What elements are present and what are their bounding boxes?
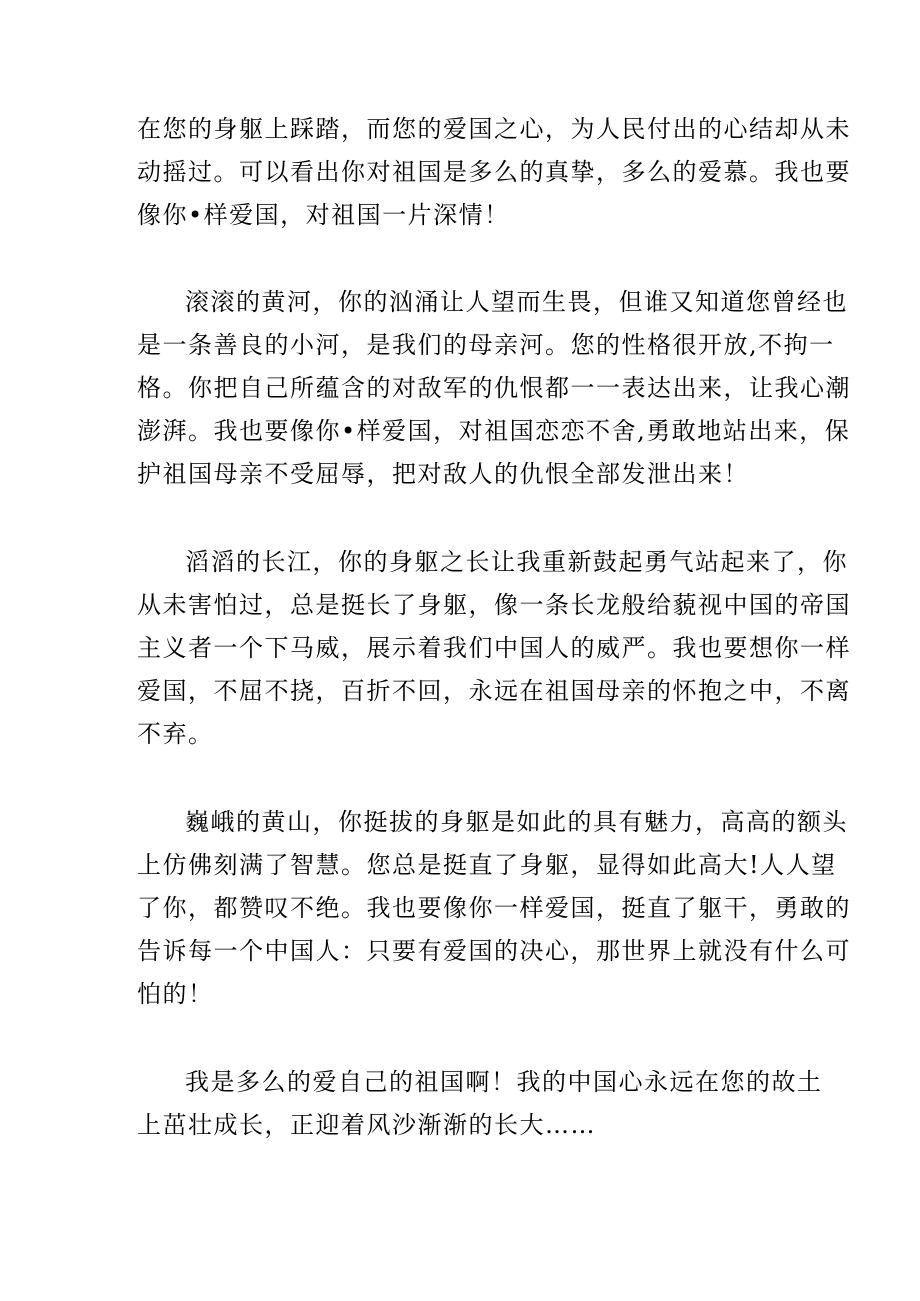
paragraph-line: 滚滚的黄河，你的汹涌让人望而生畏，但谁又知道您曾经也: [185, 288, 848, 316]
paragraph-2: [137, 281, 851, 496]
paragraph-3: [137, 541, 851, 756]
paragraph-5: [137, 1061, 823, 1147]
paragraph-line: 格。你把自己所蕴含的对敌军的仇恨都一一表达出来，让我心潮: [137, 374, 851, 402]
paragraph-1: [137, 108, 851, 237]
paragraph-line: 爱国，不屈不挠，百折不回，永远在祖国母亲的怀抱之中，不离: [137, 677, 851, 705]
paragraph-line: 上仿佛刻满了智慧。您总是挺直了身躯，显得如此高大!人人望: [137, 851, 837, 879]
paragraph-line: 告诉每一个中国人：只要有爱国的决心，那世界上就没有什么可: [137, 937, 851, 965]
paragraph-line: 护祖国母亲不受屈辱，把对敌人的仇恨全部发泄出来！: [137, 460, 749, 488]
paragraph-line: 在您的身躯上踩踏，而您的爱国之心，为人民付出的心结却从未: [137, 115, 851, 143]
paragraph-line: 不弃。: [137, 720, 214, 748]
paragraph-line: 澎湃。我也要像你•样爱国，对祖国恋恋不舍,勇敢地站出来，保: [137, 417, 851, 445]
paragraph-line: 像你•样爱国，对祖国一片深情！: [137, 201, 510, 229]
paragraph-line: 上茁壮成长，正迎着风沙渐渐的长大……: [137, 1111, 596, 1139]
paragraph-4: [137, 801, 851, 1016]
paragraph-line: 从未害怕过，总是挺长了身躯，像一条长龙般给藐视中国的帝国: [137, 591, 851, 619]
paragraph-line: 了你，都赞叹不绝。我也要像你一样爱国，挺直了躯干，勇敢的: [137, 894, 851, 922]
paragraph-line: 是一条善良的小河，是我们的母亲河。您的性格很开放,不拘一: [137, 331, 835, 359]
paragraph-line: 主义者一个下马威，展示着我们中国人的威严。我也要想你一样: [137, 634, 851, 662]
paragraph-line: 动摇过。可以看出你对祖国是多么的真挚，多么的爱慕。我也要: [137, 158, 851, 186]
paragraph-line: 我是多么的爱自己的祖国啊！我的中国心永远在您的故土: [185, 1068, 823, 1096]
paragraph-line: 怕的！: [137, 980, 214, 1008]
paragraph-line: 滔滔的长江，你的身躯之长让我重新鼓起勇气站起来了，你: [185, 548, 848, 576]
paragraph-line: 巍峨的黄山，你挺拔的身躯是如此的具有魅力，高高的额头: [185, 808, 848, 836]
